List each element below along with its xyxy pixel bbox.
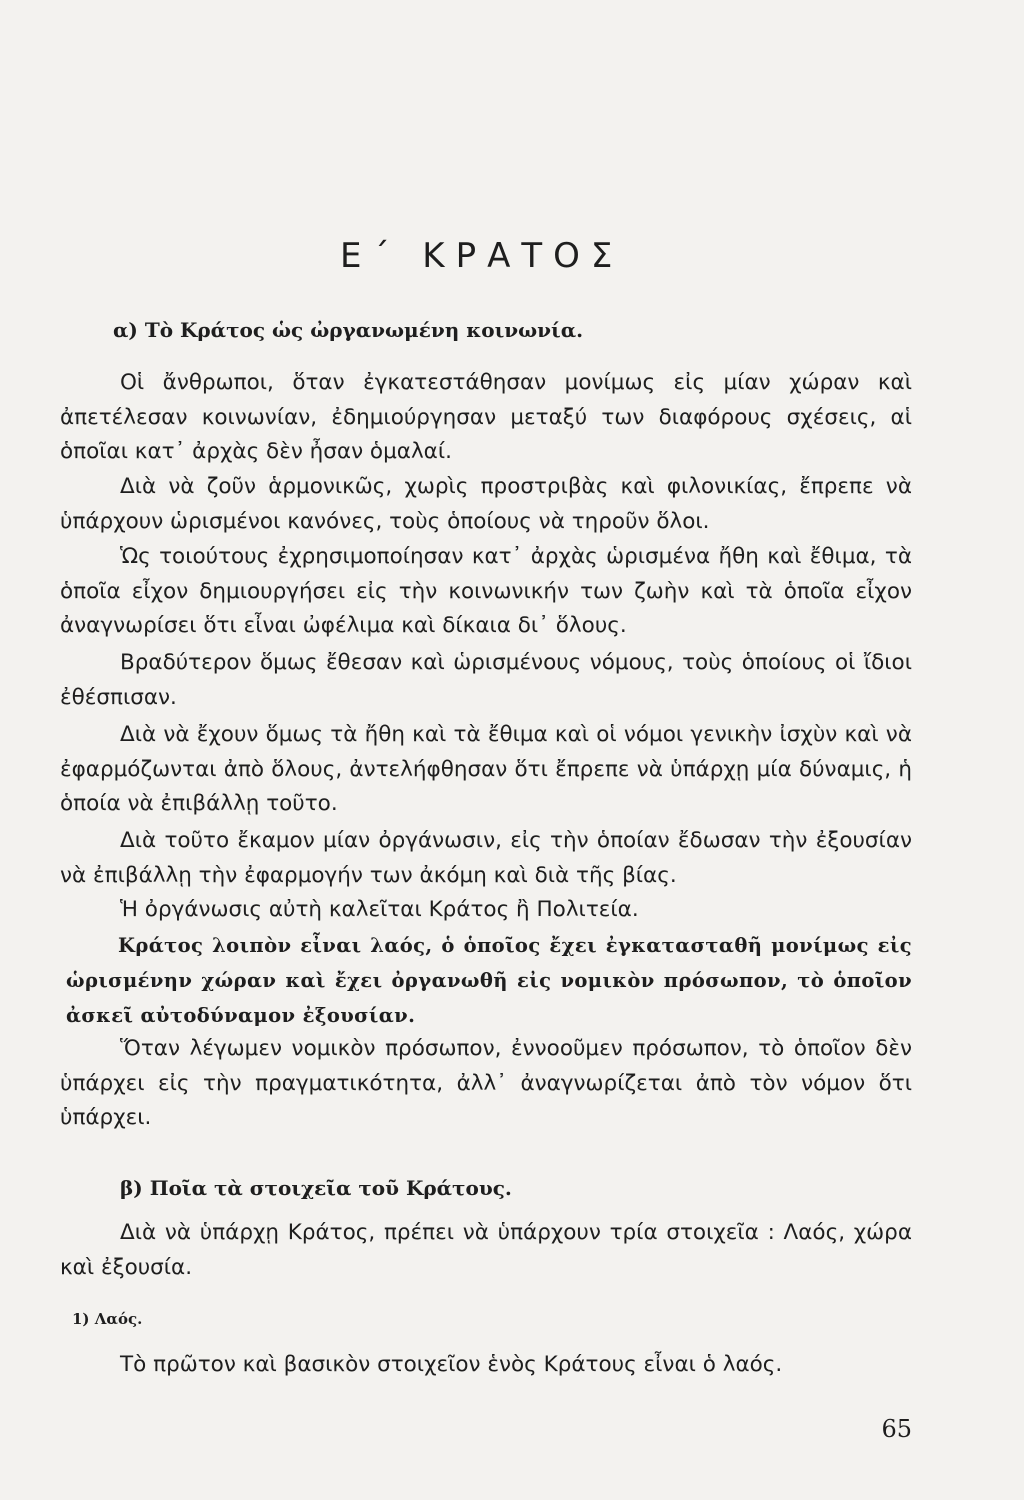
paragraph-7: Ἡ ὀργάνωσις αὐτὴ καλεῖται Κράτος ἢ Πολιτεία.: [120, 897, 639, 922]
page-number: 65: [881, 1415, 912, 1443]
people-paragraph: Τὸ πρῶτον καὶ βασικὸν στοιχεῖον ἑνὸς Κράτους εἶναι ὁ λαός.: [120, 1352, 783, 1377]
paragraph-1: Οἱ ἄνθρωποι, ὅταν ἐγκατεστάθησαν μονίμως εἰς μίαν χώραν καὶ ἀπετέλεσαν κοινωνίαν, ἐδημιούργησαν μεταξύ των διαφόρους σχέσεις, αἱ ὁποῖαι κατ᾽ ἀρχὰς δὲν ἦσαν ὁμαλαί.: [60, 370, 912, 464]
paragraph-3: Ὡς τοιούτους ἐχρησιμοποίησαν κατ᾽ ἀρχὰς ὡρισμένα ἤθη καὶ ἔθιμα, τὰ ὁποῖα εἶχον δημιουργήσει εἰς τὴν κοινωνικήν των ζωὴν καὶ τὰ ὁποῖα εἶχον ἀναγνωρίσει ὅτι εἶναι ὠφέλιμα καὶ δίκαια δι᾽ ὅλους.: [60, 544, 912, 638]
paragraph-6: Διὰ τοῦτο ἔκαμον μίαν ὀργάνωσιν, εἰς τὴν ὁποίαν ἔδωσαν τὴν ἐξουσίαν νὰ ἐπιβάλλῃ τὴν ἐφαρμογήν των ἀκόμη καὶ διὰ τῆς βίας.: [60, 828, 912, 888]
subsection-people-heading: 1) Λαός.: [72, 1310, 143, 1328]
paragraph-2: Διὰ νὰ ζοῦν ἁρμονικῶς, χωρὶς προστριβὰς καὶ φιλονικίας, ἔπρεπε νὰ ὑπάρχουν ὡρισμένοι κανόνες, τοὺς ὁποίους νὰ τηροῦν ὅλοι.: [60, 474, 912, 534]
elements-paragraph: Διὰ νὰ ὑπάρχῃ Κράτος, πρέπει νὰ ὑπάρχουν τρία στοιχεῖα : Λαός, χώρα καὶ ἐξουσία.: [60, 1220, 912, 1280]
section-b-heading: β) Ποῖα τὰ στοιχεῖα τοῦ Κράτους.: [120, 1176, 512, 1200]
paragraph-4: Βραδύτερον ὅμως ἔθεσαν καὶ ὡρισμένους νόμους, τοὺς ὁποίους οἱ ἴδιοι ἐθέσπισαν.: [60, 650, 912, 710]
legal-person-paragraph: Ὅταν λέγωμεν νομικὸν πρόσωπον, ἐννοοῦμεν πρόσωπον, τὸ ὁποῖον δὲν ὑπάρχει εἰς τὴν πραγματικότητα, ἀλλ᾽ ἀναγνωρίζεται ἀπὸ τὸν νόμον ὅτι ὑπάρχει.: [60, 1036, 912, 1130]
paragraph-5: Διὰ νὰ ἔχουν ὅμως τὰ ἤθη καὶ τὰ ἔθιμα καὶ οἱ νόμοι γενικὴν ἰσχὺν καὶ νὰ ἐφαρμόζωνται ἀπὸ ὅλους, ἀντελήφθησαν ὅτι ἔπρεπε νὰ ὑπάρχῃ μία δύναμις, ἡ ὁποία νὰ ἐπιβάλλῃ τοῦτο.: [60, 722, 912, 816]
section-a-heading: α) Τὸ Κράτος ὡς ὠργανωμένη κοινωνία.: [113, 318, 584, 342]
state-definition: Κράτος λοιπὸν εἶναι λαός, ὁ ὁποῖος ἔχει ἐγκατασταθῆ μονίμως εἰς ὡρισμένην χώραν καὶ ἔχει ὀργανωθῆ εἰς νομικὸν πρόσωπον, τὸ ὁποῖον ἀσκεῖ αὐτοδύναμον ἐξουσίαν.: [66, 934, 912, 1027]
chapter-title: Ε΄ ΚΡΑΤΟΣ: [340, 236, 624, 276]
